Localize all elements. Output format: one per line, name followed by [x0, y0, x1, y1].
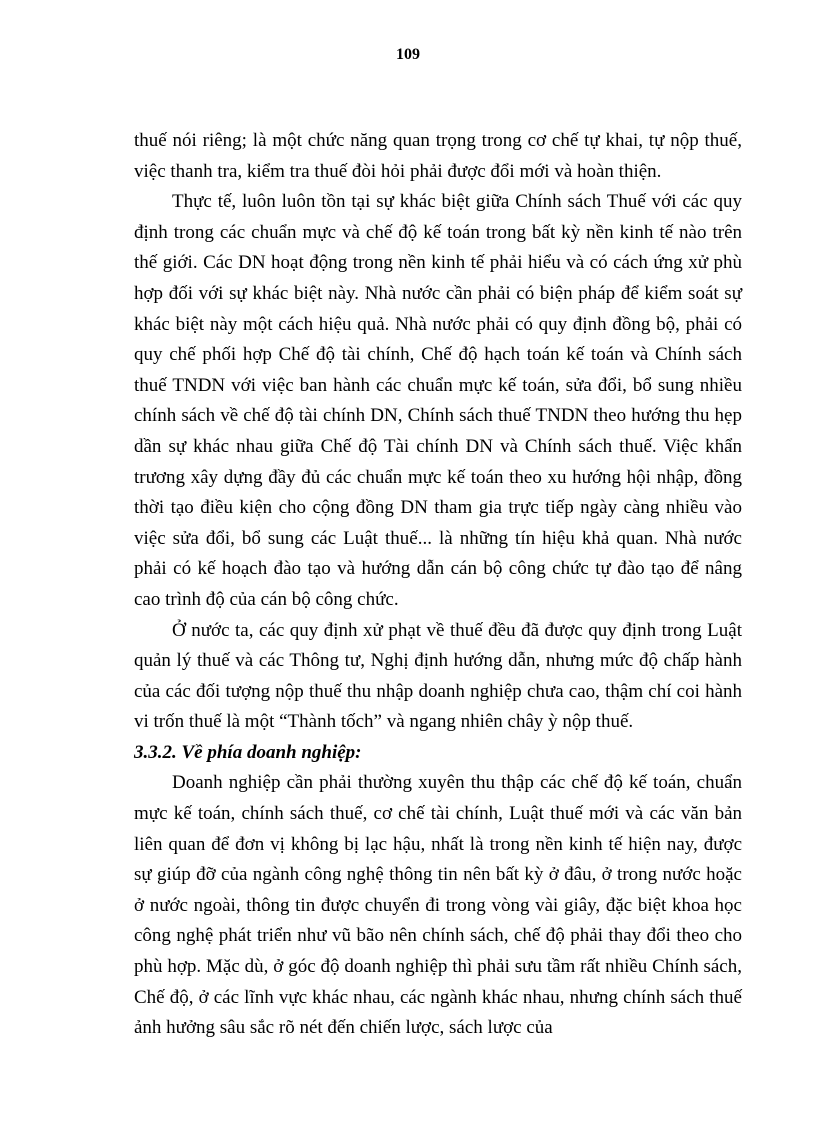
- document-body: [134, 126, 742, 1044]
- paragraph-penalty: Ở nước ta, các quy định xử phạt về thuế đều đã được quy định trong Luật quản lý thuế và các Thông tư, Nghị định hướng dẫn, nhưng mức độ chấp hành của các đối tượng nộp thuế thu nhập doanh nghiệp chưa cao, thậm chí coi hành vi trốn thuế là một “Thành tốch” và ngang nhiên chây ỳ nộp thuế.: [134, 619, 742, 733]
- page-number: 109: [396, 46, 420, 63]
- paragraph-enterprise: Doanh nghiệp cần phải thường xuyên thu thập các chế độ kế toán, chuẩn mực kế toán, chính sách thuế, cơ chế tài chính, Luật thuế mới và các văn bản liên quan để đơn vị không bị lạc hậu, nhất là trong nền kinh tế hiện nay, được sự giúp đỡ của ngành công nghệ thông tin nên bất kỳ ở đâu, ở trong nước hoặc ở nước ngoài, thông tin được chuyển đi trong vòng vài giây, đặc biệt khoa học công nghệ phát triển như vũ bão nên chính sách, chế độ phải thay đổi theo cho phù hợp. Mặc dù, ở góc độ doanh nghiệp thì phải sưu tầm rất nhiều Chính sách, Chế độ, ở các lĩnh vực khác nhau, các ngành khác nhau, nhưng chính sách thuế ảnh hưởng sâu sắc rõ nét đến chiến lược, sách lược của: [134, 772, 742, 1039]
- paragraph-continued: thuế nói riêng; là một chức năng quan trọng trong cơ chế tự khai, tự nộp thuế, việc thanh tra, kiểm tra thuế đòi hỏi phải được đổi mới và hoàn thiện.: [134, 130, 742, 182]
- paragraph-reality: Thực tế, luôn luôn tồn tại sự khác biệt giữa Chính sách Thuế với các quy định trong các chuẩn mực và chế độ kế toán trong bất kỳ nền kinh tế nào trên thế giới. Các DN hoạt động trong nền kinh tế phải hiểu và có cách ứng xử phù hợp đối với sự khác biệt này. Nhà nước cần phải có biện pháp để kiểm soát sự khác biệt này một cách hiệu quả. Nhà nước phải có quy định đồng bộ, phải có quy chế phối hợp Chế độ tài chính, Chế độ hạch toán kế toán và Chính sách thuế TNDN với việc ban hành các chuẩn mực kế toán, sửa đổi, bổ sung nhiều chính sách về chế độ tài chính DN, Chính sách thuế TNDN theo hướng thu hẹp dần sự khác nhau giữa Chế độ Tài chính DN và Chính sách thuế. Việc khẩn trương xây dựng đầy đủ các chuẩn mực kế toán theo xu hướng hội nhập, đồng thời tạo điều kiện cho cộng đồng DN tham gia trực tiếp ngày càng nhiều vào việc sửa đổi, bổ sung các Luật thuế... là những tín hiệu khả quan. Nhà nước phải có kế hoạch đào tạo và hướng dẫn cán bộ công chức tự đào tạo để nâng cao trình độ của cán bộ công chức.: [134, 191, 742, 610]
- section-heading: 3.3.2. Về phía doanh nghiệp:: [134, 741, 362, 763]
